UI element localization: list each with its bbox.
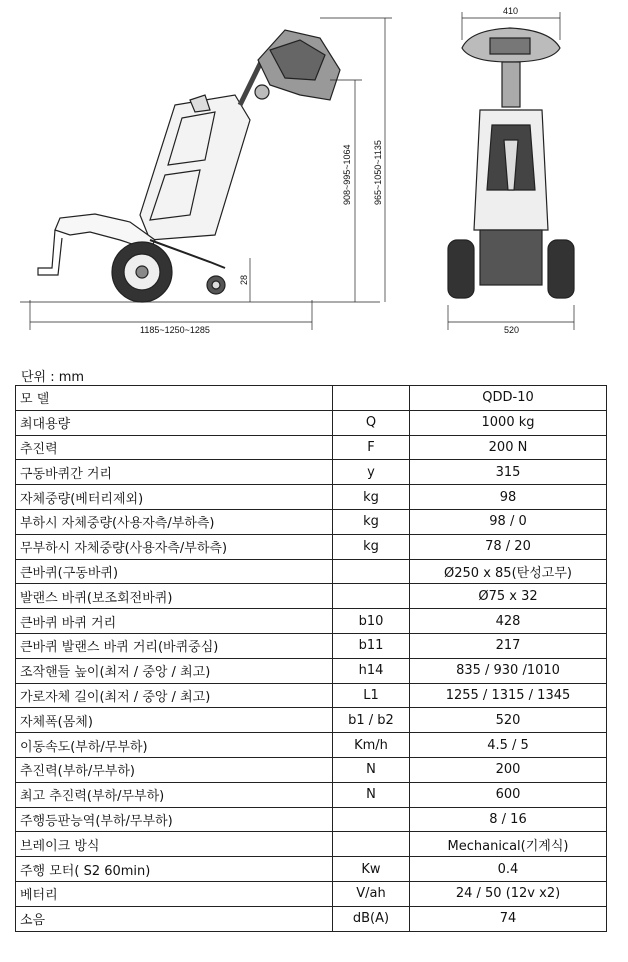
spec-value-cell: 1000 kg — [410, 410, 607, 435]
spec-symbol-cell: dB(A) — [333, 906, 410, 931]
spec-name-cell: 큰바퀴 바퀴 거리 — [16, 609, 333, 634]
spec-symbol-cell: y — [333, 460, 410, 485]
spec-symbol-cell: b10 — [333, 609, 410, 634]
table-row — [16, 708, 607, 733]
spec-value-cell: 315 — [410, 460, 607, 485]
spec-value-cell: 200 — [410, 757, 607, 782]
table-row — [16, 584, 607, 609]
spec-name-cell: 구동바퀴간 거리 — [16, 460, 333, 485]
table-row — [16, 559, 607, 584]
spec-name-cell: 이동속도(부하/무부하) — [16, 733, 333, 758]
spec-value-cell: 1255 / 1315 / 1345 — [410, 683, 607, 708]
spec-symbol-cell: h14 — [333, 658, 410, 683]
spec-value-cell: 98 / 0 — [410, 509, 607, 534]
front-bottom-width-dimension: 520 — [504, 325, 520, 335]
spec-value-cell: 520 — [410, 708, 607, 733]
spec-symbol-cell: Kw — [333, 857, 410, 882]
spec-name-cell: 자체중량(베터리제외) — [16, 485, 333, 510]
spec-name-cell: 큰바퀴(구동바퀴) — [16, 559, 333, 584]
spec-symbol-cell: kg — [333, 534, 410, 559]
spec-symbol-cell: kg — [333, 509, 410, 534]
side-length-dimension: 1185~1250~1285 — [140, 325, 210, 335]
spec-name-cell: 추진력 — [16, 435, 333, 460]
spec-value-cell: 835 / 930 /1010 — [410, 658, 607, 683]
spec-symbol-cell: b11 — [333, 633, 410, 658]
spec-value-cell: 428 — [410, 609, 607, 634]
spec-symbol-cell: Q — [333, 410, 410, 435]
spec-name-cell: 큰바퀴 발랜스 바퀴 거리(바퀴중심) — [16, 633, 333, 658]
spec-symbol-cell: V/ah — [333, 881, 410, 906]
spec-symbol-cell: N — [333, 782, 410, 807]
spec-value-cell: 200 N — [410, 435, 607, 460]
spec-value-cell: 78 / 20 — [410, 534, 607, 559]
side-clearance-dimension: 28 — [239, 274, 249, 285]
spec-symbol-cell: b1 / b2 — [333, 708, 410, 733]
spec-value-cell: 98 — [410, 485, 607, 510]
spec-symbol-cell — [333, 807, 410, 832]
spec-symbol-cell — [333, 386, 410, 411]
spec-name-cell: 조작핸들 높이(최저 / 중앙 / 최고) — [16, 658, 333, 683]
spec-name-cell: 주행등판능역(부하/무부하) — [16, 807, 333, 832]
table-row — [16, 609, 607, 634]
spec-name-cell: 주행 모터( S2 60min) — [16, 857, 333, 882]
table-row — [16, 832, 607, 857]
side-height-low-dimension: 908~995~1064 — [342, 144, 352, 205]
table-row — [16, 857, 607, 882]
spec-name-cell: 무부하시 자체중량(사용자측/부하측) — [16, 534, 333, 559]
table-row — [16, 410, 607, 435]
front-top-width-dimension: 410 — [503, 6, 519, 16]
spec-value-cell: 4.5 / 5 — [410, 733, 607, 758]
spec-value-cell: Mechanical(기계식) — [410, 832, 607, 857]
table-row — [16, 633, 607, 658]
table-row — [16, 658, 607, 683]
spec-name-cell: 브레이크 방식 — [16, 832, 333, 857]
spec-value-cell: 24 / 50 (12v x2) — [410, 881, 607, 906]
spec-value-cell: Ø250 x 85(탄성고무) — [410, 559, 607, 584]
table-row — [16, 386, 607, 411]
table-row — [16, 782, 607, 807]
spec-value-cell: 74 — [410, 906, 607, 931]
spec-name-cell: 부하시 자체중량(사용자측/부하측) — [16, 509, 333, 534]
spec-name-cell: 발랜스 바퀴(보조회전바퀴) — [16, 584, 333, 609]
spec-symbol-cell: N — [333, 757, 410, 782]
spec-symbol-cell: Km/h — [333, 733, 410, 758]
spec-symbol-cell — [333, 832, 410, 857]
spec-symbol-cell — [333, 559, 410, 584]
side-view-drawing — [20, 30, 380, 302]
table-row — [16, 435, 607, 460]
spec-name-cell: 자체폭(몸체) — [16, 708, 333, 733]
unit-label: 단위 : mm — [21, 370, 85, 385]
technical-drawing — [0, 0, 628, 350]
spec-symbol-cell: L1 — [333, 683, 410, 708]
spec-symbol-cell: kg — [333, 485, 410, 510]
spec-name-cell: 베터리 — [16, 881, 333, 906]
front-view-drawing — [448, 28, 574, 298]
spec-name-cell: 최대용량 — [16, 410, 333, 435]
table-row — [16, 881, 607, 906]
spec-value-cell: Ø75 x 32 — [410, 584, 607, 609]
spec-symbol-cell: F — [333, 435, 410, 460]
table-row — [16, 733, 607, 758]
side-height-high-dimension: 965~1050~1135 — [373, 140, 383, 205]
table-row — [16, 807, 607, 832]
table-row — [16, 509, 607, 534]
table-row — [16, 460, 607, 485]
table-row — [16, 906, 607, 931]
table-row — [16, 485, 607, 510]
spec-table — [15, 385, 607, 932]
spec-name-cell: 추진력(부하/무부하) — [16, 757, 333, 782]
table-row — [16, 534, 607, 559]
spec-value-cell: 600 — [410, 782, 607, 807]
table-row — [16, 757, 607, 782]
spec-value-cell: QDD-10 — [410, 386, 607, 411]
spec-name-cell: 모 델 — [16, 386, 333, 411]
spec-value-cell: 0.4 — [410, 857, 607, 882]
spec-symbol-cell — [333, 584, 410, 609]
spec-value-cell: 8 / 16 — [410, 807, 607, 832]
spec-value-cell: 217 — [410, 633, 607, 658]
spec-name-cell: 최고 추진력(부하/무부하) — [16, 782, 333, 807]
spec-name-cell: 소음 — [16, 906, 333, 931]
table-row — [16, 683, 607, 708]
spec-name-cell: 가로자체 길이(최저 / 중앙 / 최고) — [16, 683, 333, 708]
